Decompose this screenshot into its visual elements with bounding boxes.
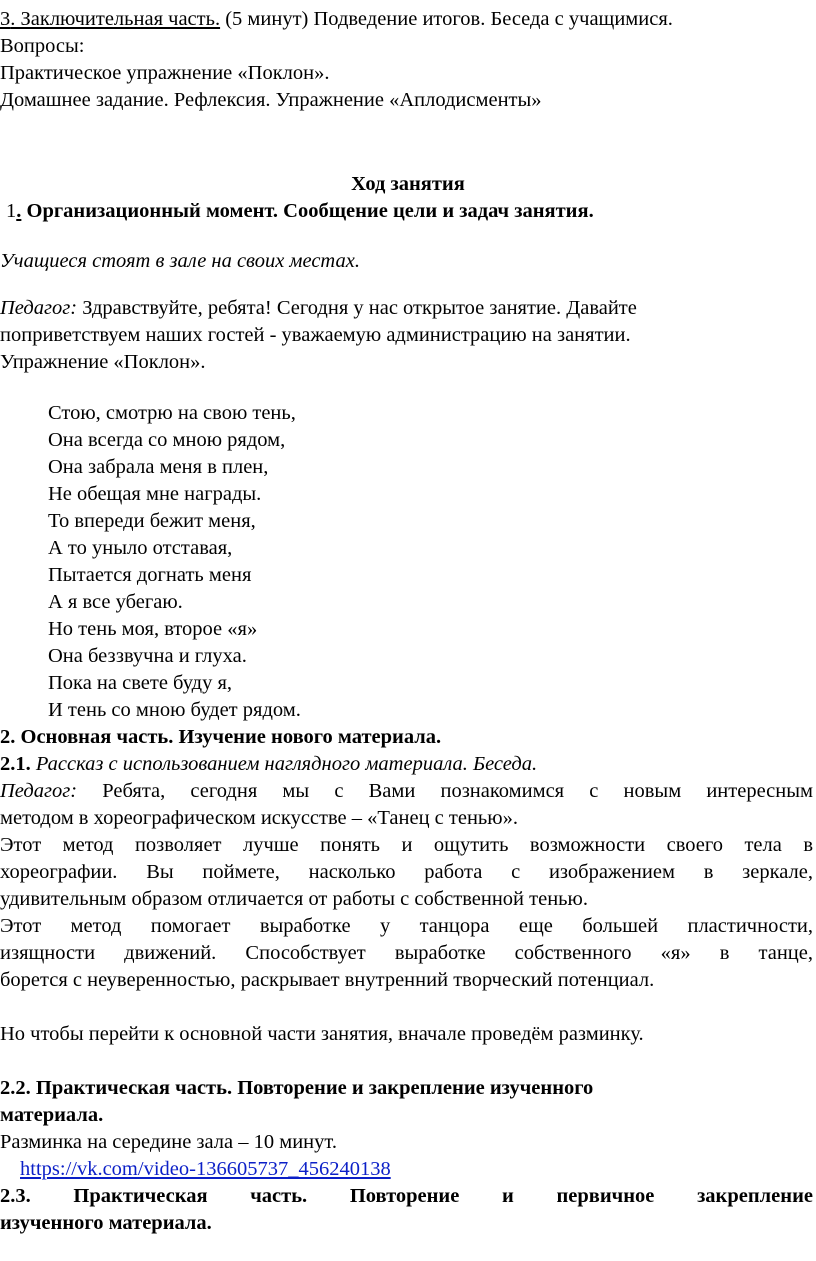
lesson-heading: Ход занятия	[351, 173, 465, 195]
poem-line: А то уныло отставая,	[48, 537, 233, 559]
section2-paragraph-line	[0, 778, 813, 804]
section1-dot: .	[16, 200, 22, 222]
section23-title-line-1: 2.3. Практическая часть. Повторение и первичное закрепление	[0, 1185, 813, 1207]
poem-line: Стою, смотрю на свою тень,	[48, 402, 296, 424]
section1-number: 1	[6, 200, 17, 222]
poem-line: Не обещая мне награды.	[48, 483, 262, 505]
section1-note: Учащиеся стоят в зале на своих местах.	[0, 250, 360, 272]
intro-line-3: Практическое упражнение «Поклон».	[0, 62, 330, 84]
section1-title-text: Организационный момент. Сообщение цели и задач занятия.	[21, 200, 594, 222]
intro-title: . Заключительная часть.	[10, 8, 221, 30]
poem-line: Она беззвучна и глуха.	[48, 645, 247, 667]
section2-title: 2. Основная часть. Изучение нового материала.	[0, 726, 442, 748]
section22-text: Разминка на середине зала – 10 минут.	[0, 1131, 337, 1153]
poem-line: А я все убегаю.	[48, 591, 183, 613]
section1-p1-text: Здравствуйте, ребята! Сегодня у нас открытое занятие. Давайте	[77, 297, 637, 319]
poem-line: Она забрала меня в плен,	[48, 456, 269, 478]
section2-paragraph-line: методом в хореографическом искусстве – «Танец с тенью».	[0, 807, 518, 829]
section1-paragraph-line-1	[0, 295, 637, 321]
video-link[interactable]	[20, 1156, 391, 1182]
section2-sub-text: Рассказ с использованием наглядного материала. Беседа.	[30, 753, 538, 775]
section2-paragraph-line: Этот метод помогает выработке у танцора еще большей пластичности,	[0, 915, 813, 937]
section2-paragraph-line: изящности движений. Способствует выработке собственного «я» в танце,	[0, 942, 813, 964]
section23-title-line-2: изученного материала.	[0, 1212, 212, 1234]
section2-p1-text: Ребята, сегодня мы с Вами познакомимся с новым интересным	[77, 780, 813, 802]
intro-line-1	[0, 6, 673, 32]
section2-paragraph-line: Но чтобы перейти к основной части занятия, вначале проведём разминку.	[0, 1023, 644, 1045]
section2-paragraph-line: борется с неуверенностью, раскрывает внутренний творческий потенциал.	[0, 969, 655, 991]
section22-title-line-1: 2.2. Практическая часть. Повторение и закрепление изученного	[0, 1077, 594, 1099]
section2-paragraph-line: хореографии. Вы поймете, насколько работа с изображением в зеркале,	[0, 861, 813, 883]
section2-paragraph-line: Этот метод позволяет лучше понять и ощутить возможности своего тела в	[0, 834, 813, 856]
video-link-text[interactable]: https://vk.com/video-136605737_456240138	[20, 1158, 391, 1180]
poem-line: Она всегда со мною рядом,	[48, 429, 286, 451]
poem-line: Но тень моя, второе «я»	[48, 618, 258, 640]
intro-rest: (5 минут) Подведение итогов. Беседа с учащимися.	[220, 8, 673, 30]
section2-sub-number: 2.1.	[0, 753, 31, 775]
section2-paragraph-line: удивительным образом отличается от работы с собственной тенью.	[0, 888, 588, 910]
intro-number: 3	[0, 8, 11, 30]
intro-line-4: Домашнее задание. Рефлексия. Упражнение «Аплодисменты»	[0, 89, 542, 111]
speaker-label: Педагог:	[0, 297, 78, 319]
section1-paragraph-line-2: поприветствуем наших гостей - уважаемую администрацию на занятии.	[0, 324, 631, 346]
section1-title	[6, 198, 594, 224]
poem-line: Пытается догнать меня	[48, 564, 252, 586]
section1-paragraph-line-3: Упражнение «Поклон».	[0, 351, 206, 373]
speaker-label: Педагог:	[0, 780, 78, 802]
poem-line: И тень со мною будет рядом.	[48, 699, 301, 721]
poem-line: Пока на свете буду я,	[48, 672, 233, 694]
poem-line: То впереди бежит меня,	[48, 510, 256, 532]
section2-subtitle	[0, 751, 537, 777]
section22-title-line-2: материала.	[0, 1104, 104, 1126]
intro-line-2: Вопросы:	[0, 35, 85, 57]
